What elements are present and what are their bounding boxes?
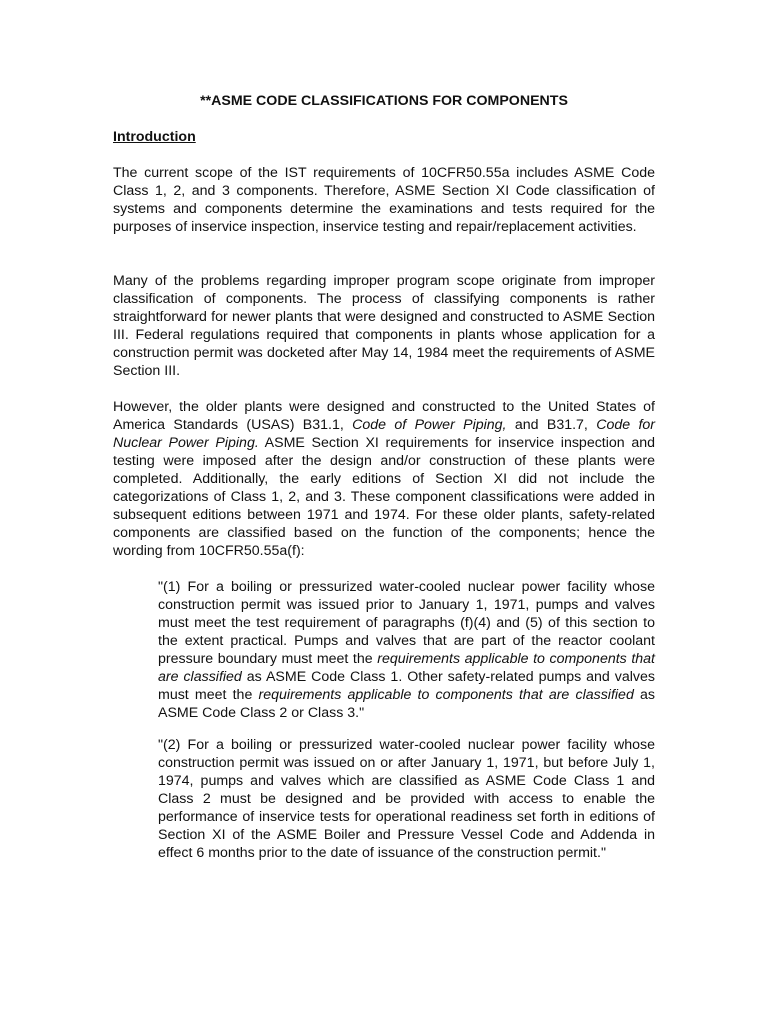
regulation-quote-2: "(2) For a boiling or pressurized water-cooled nuclear power facility whose construction permit was issued on or after January 1, 1971, but before July 1, 1974, pumps and valves which are classified as ASME Code Class 1 and Class 2 must be designed and be provided with access to enable the performance of inservice tests for operational readiness set forth in editions of Section XI of the ASME Boiler and Pressure Vessel Code and Addenda in effect 6 months prior to the date of issuance of the construction permit." bbox=[158, 737, 655, 861]
document-title: **ASME CODE CLASSIFICATIONS FOR COMPONENTS bbox=[200, 93, 568, 109]
paragraph-problems: Many of the problems regarding improper program scope originate from improper classification of components. The process of classifying components is rather straightforward for newer plants that were designed and constructed to ASME Section III. Federal regulations required that components in plants whose application for a construction permit was docketed after May 14, 1984 meet the requirements of ASME Section III. bbox=[113, 273, 655, 379]
regulation-quote-1-emphasis-1: requirements applicable to components that are classified bbox=[158, 651, 655, 685]
paragraph-older-plants bbox=[113, 398, 655, 560]
regulation-quote-1-text-1: "(1) For a boiling or pressurized water-cooled nuclear power facility whose construction permit was issued prior to January 1, 1971, pumps and valves must meet the test requirement of paragraphs (f)(4) and (5) of this section to the extent practical. Pumps and valves that are part of the reactor coolant pressure boundary must meet the bbox=[158, 579, 655, 667]
regulation-quote-1-text-2: as ASME Code Class 1. Other safety-related pumps and valves must meet the bbox=[158, 669, 655, 703]
regulation-quote-1-text-3: as ASME Code Class 2 or Class 3." bbox=[158, 687, 655, 721]
regulation-quote-1-emphasis-2: requirements applicable to components that are classified bbox=[258, 687, 634, 703]
regulation-quote-1 bbox=[158, 578, 655, 722]
paragraph-scope: The current scope of the IST requirements of 10CFR50.55a includes ASME Code Class 1, 2, and 3 components. Therefore, ASME Section XI Code classification of systems and components determine the examinations and tests required for the purposes of inservice inspection, inservice testing and repair/replacement activities. bbox=[113, 165, 655, 235]
code-nuclear-power-piping-title: Code for Nuclear Power Piping. bbox=[113, 417, 656, 451]
paragraph-older-plants-text-1: However, the older plants were designed and constructed to the United States of America Standards (USAS) B31.1, bbox=[113, 399, 655, 433]
paragraph-older-plants-text-3: ASME Section XI requirements for inservice inspection and testing were imposed after the design and/or construction of these plants were completed. Additionally, the early editions of Section XI did not include the categorizations of Class 1, 2, and 3. These component classifications were added in subsequent editions between 1971 and 1974. For these older plants, safety-related components are classified based on the function of the components; hence the wording from 10CFR50.55a(f): bbox=[113, 435, 655, 559]
paragraph-older-plants-text-2: and B31.7, bbox=[506, 417, 597, 433]
section-heading: Introduction bbox=[113, 129, 196, 145]
code-power-piping-title: Code of Power Piping, bbox=[352, 417, 507, 433]
